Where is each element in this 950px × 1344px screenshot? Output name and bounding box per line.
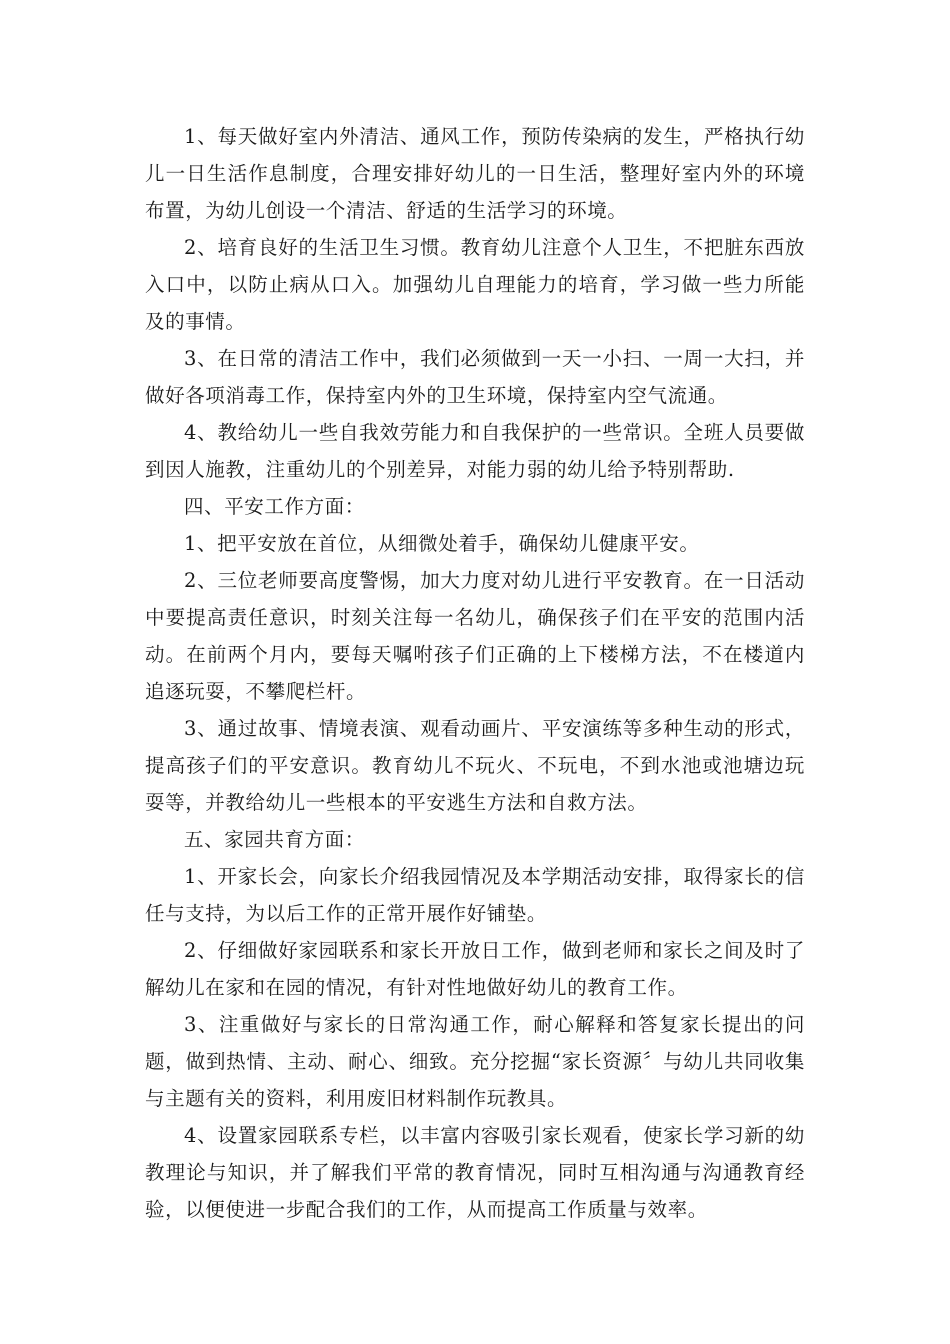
paragraph-home-school-4: 4、设置家园联系专栏，以丰富内容吸引家长观看，使家长学习新的幼教理论与知识，并了解我们平常的教育情况，同时互相沟通与沟通教育经验，以便使进一步配合我们的工作，从而提高工作质量与效率。 [145,1124,805,1221]
paragraph-hygiene-4: 4、教给幼儿一些自我效劳能力和自我保护的一些常识。全班人员要做到因人施教，注重幼儿的个别差异，对能力弱的幼儿给予特别帮助. [145,421,805,481]
paragraph-safety-3: 3、通过故事、情境表演、观看动画片、平安演练等多种生动的形式，提高孩子们的平安意识。教育幼儿不玩火、不玩电，不到水池或池塘边玩耍等，并教给幼儿一些根本的平安逃生方法和自救方法。 [145,717,805,814]
paragraph-safety-1: 1、把平安放在首位，从细微处着手，确保幼儿健康平安。 [184,532,700,555]
paragraph-hygiene-2: 2、培育良好的生活卫生习惯。教育幼儿注意个人卫生，不把脏东西放入口中，以防止病从口入。加强幼儿自理能力的培育，学习做一些力所能及的事情。 [145,236,805,333]
document-body [145,118,805,1228]
paragraph-safety-2: 2、三位老师要高度警惕，加大力度对幼儿进行平安教育。在一日活动中要提高责任意识，时刻关注每一名幼儿，确保孩子们在平安的范围内活动。在前两个月内，要每天嘱咐孩子们正确的上下楼梯方法，不在楼道内追逐玩耍，不攀爬栏杆。 [145,569,805,703]
paragraph-home-school-3: 3、注重做好与家长的日常沟通工作，耐心解释和答复家长提出的问题，做到热情、主动、耐心、细致。充分挖掘“家长资源〞与幼儿共同收集与主题有关的资料，利用废旧材料制作玩教具。 [145,1013,805,1110]
paragraph-home-school-2: 2、仔细做好家园联系和家长开放日工作，做到老师和家长之间及时了解幼儿在家和在园的情况，有针对性地做好幼儿的教育工作。 [145,939,805,999]
paragraph-hygiene-1: 1、每天做好室内外清洁、通风工作，预防传染病的发生，严格执行幼儿一日生活作息制度，合理安排好幼儿的一日生活，整理好室内外的环境布置，为幼儿创设一个清洁、舒适的生活学习的环境。 [145,125,805,222]
paragraph-home-school-1: 1、开家长会，向家长介绍我园情况及本学期活动安排，取得家长的信任与支持，为以后工作的正常开展作好铺垫。 [145,865,805,925]
section-heading-home-school: 五、家园共育方面： [184,828,365,851]
paragraph-hygiene-3: 3、在日常的清洁工作中，我们必须做到一天一小扫、一周一大扫，并做好各项消毒工作，保持室内外的卫生环境，保持室内空气流通。 [145,347,805,407]
section-heading-safety: 四、平安工作方面： [184,495,365,518]
